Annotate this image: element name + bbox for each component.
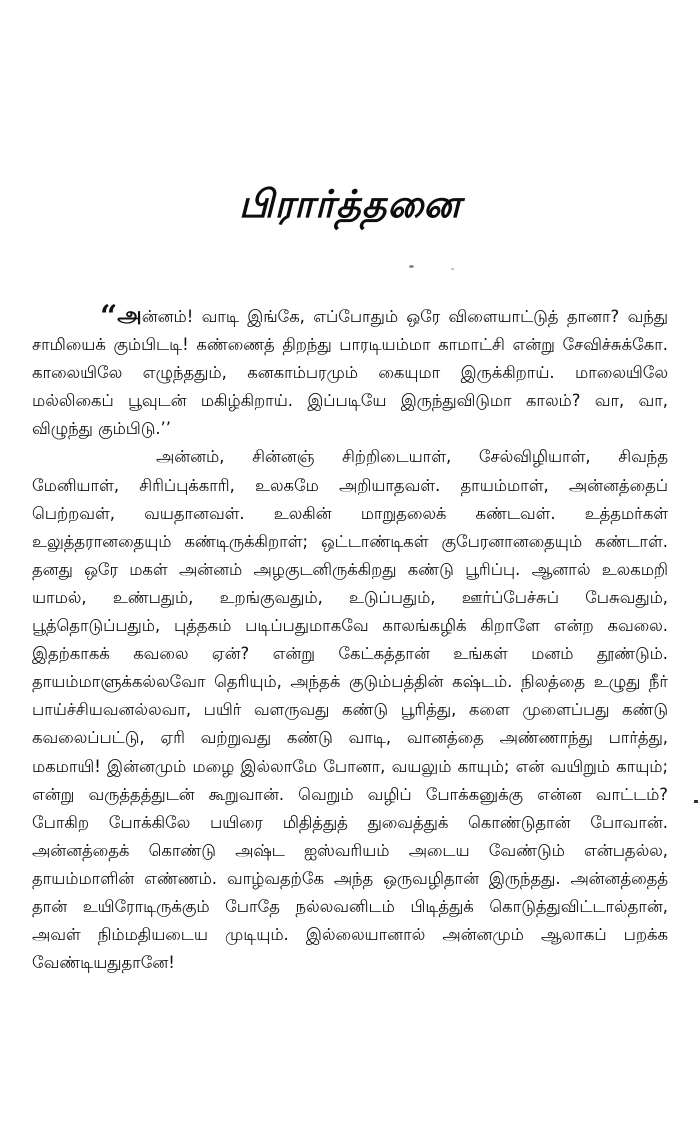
paragraph-text: அன்னம், சின்னஞ் சிற்றிடையாள், சேல்விழியாள், சிவந்த மேனியாள், சிரிப்புக்காரி, உலகமே அறியாதவள். தாயம்மாள், அன்னத்தைப் பெற்றவள், வயதானவள். உலகின் மாறுதலைக் கண்டவள். உத்தமர்கள் உலுத்தரானதையும் கண்டிருக்கிறாள்; ஒட்டாண்டிகள் குபேரனானதையும் கண்டாள். தனது ஒரே மகள் அன்னம் அழகுடனிருக்கிறது கண்டு பூரிப்பு. ஆனால் உலகமறி யாமல், உண்பதும், உறங்குவதும், உடுப்பதும், ஊர்ப்பேச்சுப் பேசுவதும், பூத்தொடுப்பதும், புத்தகம் படிப்பதுமாகவே காலங்கழிக் கிறாளே என்ற கவலை. இதற்காகக் கவலை ஏன்? என்று கேட்கத்தான் உங்கள் மனம் தூண்டும். தாயம்மாளுக்கல்லவோ தெரியும், அந்தக் குடும்பத்தின் கஷ்டம். நிலத்தை உழுது நீர் பாய்ச்சியவனல்லவா, பயிர் வளருவது கண்டு பூரித்து, களை முளைப்பது கண்டு கவலைப்பட்டு, ஏரி வற்றுவது கண்டு வாடி, வானத்தை அண்ணாந்து பார்த்து, மகமாயி! இன்னமும் மழை இல்லாமே போனா, வயலும் காயும்; என் வயிறும் காயும்; என்று வருத்தத்துடன் கூறுவான். வெறும் வழிப் போக்கனுக்கு என்ன வாட்டம்? போகிற போக்கிலே பயிரை மிதித்துத் துவைத்துக் கொண்டுதான் போவான். அன்னத்தைக் கொண்டு அஷ்ட ஐஸ்வரியம் அடைய வேண்டும் என்பதல்ல, தாயம்மாளின் எண்ணம். வாழ்வதற்கே அந்த ஒருவழிதான் இருந்தது. அன்னத்தைத் தான் உயிரோடிருக்கும் போதே நல்லவனிடம் பிடித்துக் கொடுத்துவிட்டால்தான், அவள் நிம்மதியடைய முடியும். இல்லையானால் அன்னமும் ஆலாகப் பறக்க வேண்டியதுதானே!: [32, 447, 668, 973]
drop-cap-letter: அ: [117, 303, 142, 328]
paragraph-text: ன்னம்! வாடி இங்கே, எப்போதும் ஒரே விளையாட்டுத் தானா? வந்து சாமியைக் கும்பிடடி! கண்ணைத் திறந்து பாரடியம்மா காமாட்சி என்று சேவிச்சுக்கோ. காலையிலே எழுந்ததும், கனகாம்பரமும் கையுமா இருக்கிறாய். மாலையிலே மல்லிகைப் பூவுடன் மகிழ்கிறாய். இப்படியே இருந்துவிடுமா காலம்? வா, வா, விழுந்து கும்பிடு.’’: [32, 307, 668, 439]
story-body: [32, 299, 668, 977]
page-title: பிரார்த்தனை: [238, 182, 462, 226]
ink-speck: [451, 268, 454, 270]
paragraph-opening-dialogue: [32, 299, 668, 443]
print-specks: [405, 262, 465, 274]
opening-quote-mark: “: [100, 299, 118, 334]
ink-speck: [409, 265, 414, 268]
paragraph-narration: [32, 443, 668, 977]
page-edge-mark: [694, 800, 698, 803]
